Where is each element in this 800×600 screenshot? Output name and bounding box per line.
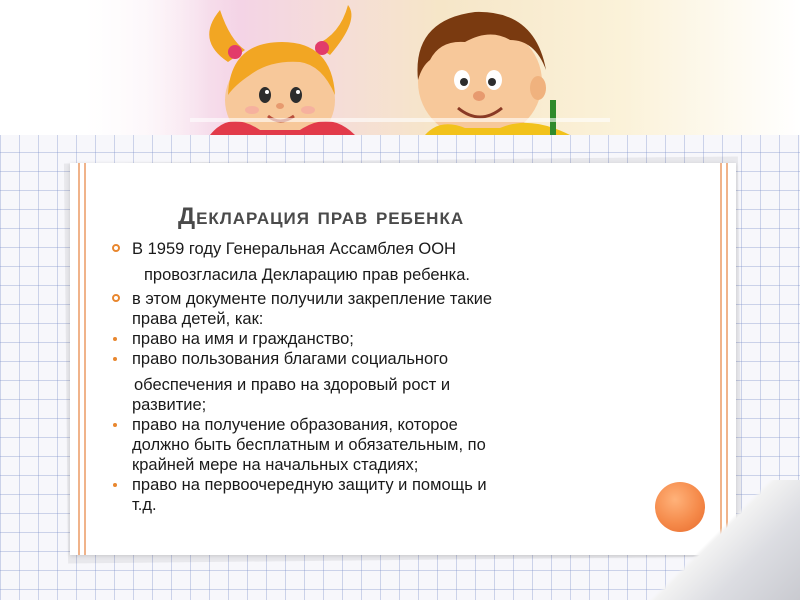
margin-rule-left xyxy=(78,163,80,555)
page-curl-decoration xyxy=(630,480,800,600)
boy-illustration xyxy=(417,12,570,135)
two-cartoon-children-icon xyxy=(190,0,610,135)
list-item-line: должно быть бесплатным и обязательным, по xyxy=(132,436,486,454)
header-banner xyxy=(0,0,800,135)
list-item-line: т.д. xyxy=(132,496,157,514)
list-item xyxy=(110,349,670,415)
list-item-line: право на имя и гражданство; xyxy=(132,330,354,348)
dot-bullet-icon xyxy=(113,357,117,361)
list-item-line: в этом документе получили закрепление такие xyxy=(132,290,493,308)
margin-rule-left-2 xyxy=(84,163,86,555)
dot-bullet-icon xyxy=(113,337,117,341)
dot-bullet-icon xyxy=(113,483,117,487)
list-item xyxy=(110,415,670,475)
list-item-line: право пользования благами социального xyxy=(132,350,449,368)
list-item-line: право на получение образования, которое xyxy=(132,416,458,434)
list-item xyxy=(110,475,670,515)
list-item-line: развитие; xyxy=(132,396,207,414)
list-item xyxy=(110,289,670,329)
list-item-line: крайней мере на начальных стадиях; xyxy=(132,456,419,474)
dot-bullet-icon xyxy=(113,423,117,427)
slide-title: Декларация прав ребенка xyxy=(178,203,465,230)
list-item xyxy=(110,239,670,285)
list-item xyxy=(110,329,670,349)
circle-bullet-icon xyxy=(112,244,120,252)
list-item-line: право на первоочередную защиту и помощь и xyxy=(132,476,487,494)
bullet-list xyxy=(110,239,670,515)
banner-fade xyxy=(0,0,210,135)
girl-illustration xyxy=(209,5,355,135)
list-item-line: провозгласила Декларацию прав ребенка. xyxy=(144,266,470,284)
list-item-line: В 1959 году Генеральная Ассамблея ООН xyxy=(132,240,456,258)
list-item-line: права детей, как: xyxy=(132,310,264,328)
list-item-line: обеспечения и право на здоровый рост и xyxy=(134,376,451,394)
circle-bullet-icon xyxy=(112,294,120,302)
